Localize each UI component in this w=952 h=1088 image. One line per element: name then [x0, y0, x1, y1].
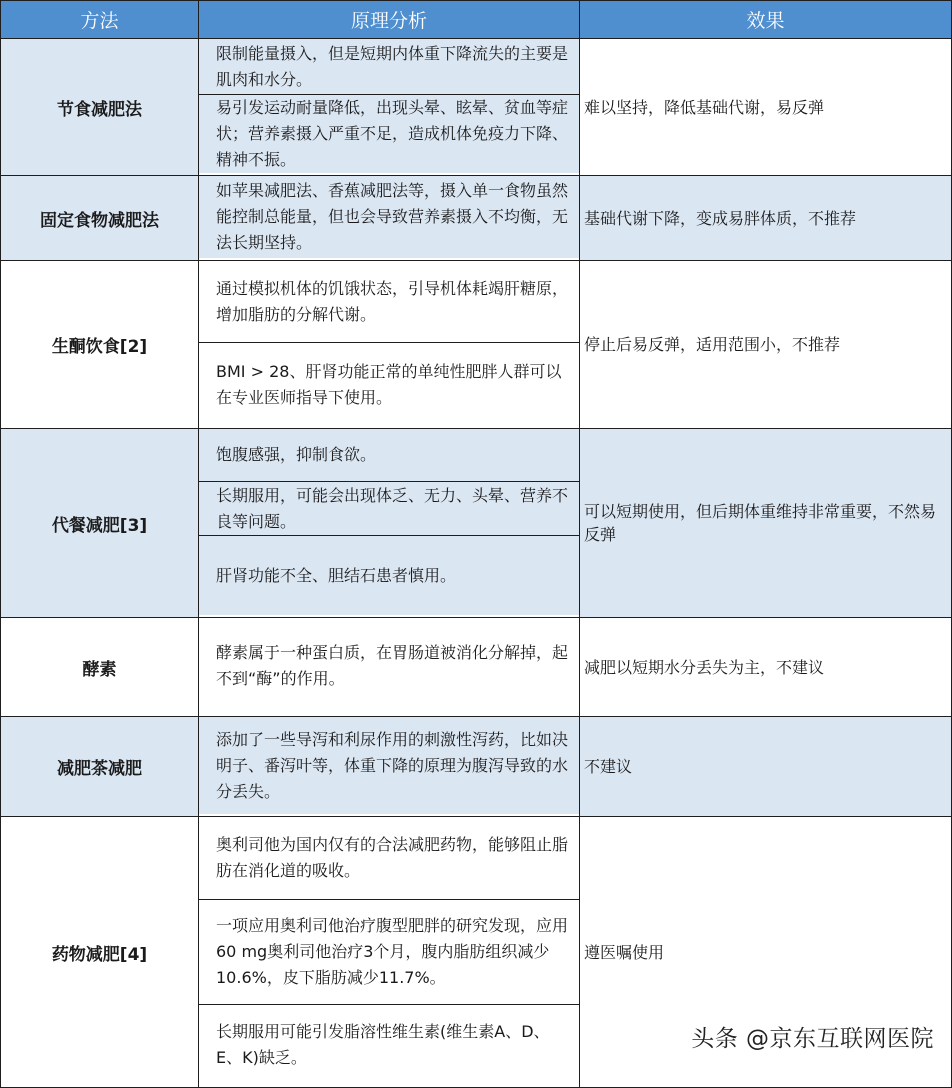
analysis-item: 酵素属于一种蛋白质，在胃肠道被消化分解掉，起不到“酶”的作用。 [199, 618, 579, 714]
analysis-item: 通过模拟机体的饥饿状态，引导机体耗竭肝糖原，增加脂肪的分解代谢。 [199, 261, 579, 342]
analysis-item: 易引发运动耐量降低，出现头晕、眩晕、贫血等症状；营养素摄入严重不足，造成机体免疫力下降、精神不振。 [199, 94, 579, 173]
analysis-cell [199, 176, 580, 261]
effect-cell: 不建议 [580, 717, 952, 817]
analysis-item: 饱腹感强，抑制食欲。 [199, 429, 579, 481]
method-cell: 药物减肥[4] [1, 817, 199, 1088]
watermark: 头条 @京东互联网医院 [691, 1026, 934, 1052]
analysis-item: 一项应用奥利司他治疗腹型肥胖的研究发现，应用60 mg奥利司他治疗3个月，腹内脂肪组织减少10.6%，皮下脂肪减少11.7%。 [199, 899, 579, 1004]
effect-cell: 遵医嘱使用 [580, 817, 952, 1088]
header-method: 方法 [1, 1, 199, 39]
method-cell: 酵素 [1, 618, 199, 717]
analysis-item: BMI > 28、肝肾功能正常的单纯性肥胖人群可以在专业医师指导下使用。 [199, 342, 579, 426]
table-row [1, 39, 952, 176]
method-cell: 代餐减肥[3] [1, 429, 199, 618]
method-cell: 减肥茶减肥 [1, 717, 199, 817]
header-effect: 效果 [580, 1, 952, 39]
analysis-item: 如苹果减肥法、香蕉减肥法等，摄入单一食物虽然能控制总能量，但也会导致营养素摄入不均衡，无法长期坚持。 [199, 176, 579, 258]
table-row [1, 261, 952, 429]
effect-cell: 减肥以短期水分丢失为主，不建议 [580, 618, 952, 717]
effect-cell: 可以短期使用，但后期体重维持非常重要，不然易反弹 [580, 429, 952, 618]
effect-cell: 难以坚持，降低基础代谢，易反弹 [580, 39, 952, 176]
analysis-item: 肝肾功能不全、胆结石患者慎用。 [199, 535, 579, 615]
header-analysis: 原理分析 [199, 1, 580, 39]
analysis-item: 限制能量摄入，但是短期内体重下降流失的主要是肌肉和水分。 [199, 39, 579, 94]
analysis-item: 添加了一些导泻和利尿作用的刺激性泻药，比如决明子、番泻叶等，体重下降的原理为腹泻导致的水分丢失。 [199, 717, 579, 814]
table-row [1, 176, 952, 261]
analysis-item: 长期服用可能引发脂溶性维生素(维生素A、D、E、K)缺乏。 [199, 1004, 579, 1085]
method-cell: 生酮饮食[2] [1, 261, 199, 429]
analysis-cell [199, 261, 580, 429]
analysis-cell [199, 429, 580, 618]
analysis-item: 奥利司他为国内仅有的合法减肥药物，能够阻止脂肪在消化道的吸收。 [199, 817, 579, 899]
analysis-cell [199, 717, 580, 817]
analysis-item: 长期服用，可能会出现体乏、无力、头晕、营养不良等问题。 [199, 481, 579, 535]
effect-cell: 基础代谢下降，变成易胖体质，不推荐 [580, 176, 952, 261]
method-cell: 节食减肥法 [1, 39, 199, 176]
effect-cell: 停止后易反弹，适用范围小，不推荐 [580, 261, 952, 429]
analysis-cell [199, 817, 580, 1088]
table-row [1, 618, 952, 717]
method-cell: 固定食物减肥法 [1, 176, 199, 261]
table-row [1, 429, 952, 618]
table-row [1, 717, 952, 817]
analysis-cell [199, 39, 580, 176]
header-row [1, 1, 952, 39]
analysis-cell [199, 618, 580, 717]
